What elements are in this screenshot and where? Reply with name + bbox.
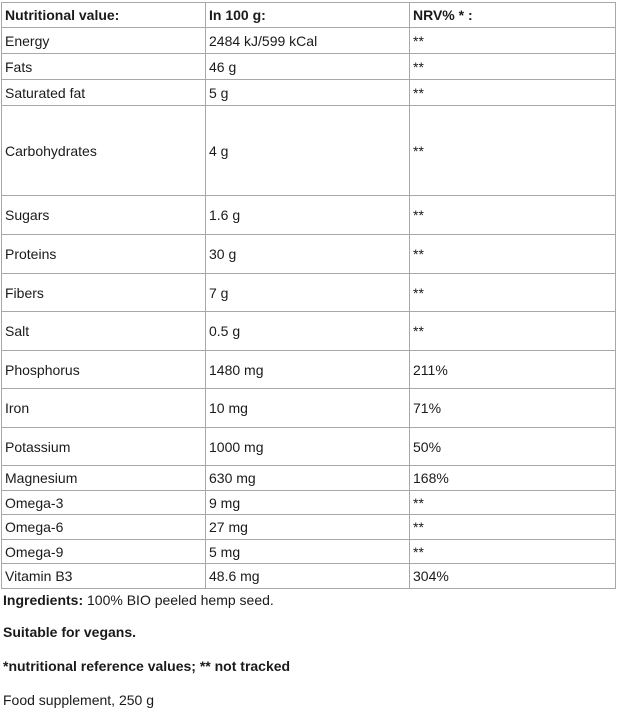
nutrient-nrv: 168%	[410, 466, 616, 491]
ingredients-line	[3, 590, 615, 610]
header-nutritional-value: Nutritional value:	[2, 3, 206, 28]
nutrient-amount: 4 g	[206, 106, 410, 196]
nutrient-amount: 5 mg	[206, 540, 410, 564]
nutrient-nrv: **	[410, 312, 616, 351]
table-row	[2, 428, 616, 466]
nutrient-name: Salt	[2, 312, 206, 351]
nutrient-nrv: **	[410, 540, 616, 564]
nutrient-nrv: **	[410, 515, 616, 540]
table-row	[2, 196, 616, 235]
nutrient-nrv: **	[410, 80, 616, 106]
table-row	[2, 351, 616, 389]
nutrient-nrv: **	[410, 196, 616, 235]
nutrition-table	[1, 2, 616, 589]
nutrient-amount: 0.5 g	[206, 312, 410, 351]
nutrient-name: Fats	[2, 54, 206, 80]
table-row	[2, 564, 616, 589]
nutrient-name: Energy	[2, 28, 206, 54]
nutrient-amount: 1.6 g	[206, 196, 410, 235]
nutrient-nrv: **	[410, 106, 616, 196]
vegan-note: Suitable for vegans.	[3, 624, 137, 640]
nutrient-amount: 30 g	[206, 235, 410, 274]
nutrient-amount: 630 mg	[206, 466, 410, 491]
nutrient-name: Sugars	[2, 196, 206, 235]
header-in-100g: In 100 g:	[206, 3, 410, 28]
nutrient-nrv: **	[410, 491, 616, 515]
nutrient-name: Magnesium	[2, 466, 206, 491]
ingredients-label: Ingredients:	[3, 592, 84, 608]
table-row	[2, 389, 616, 428]
nutrient-amount: 27 mg	[206, 515, 410, 540]
table-row	[2, 491, 616, 515]
table-row	[2, 54, 616, 80]
header-nrv: NRV% * :	[410, 3, 616, 28]
nutrient-amount: 1480 mg	[206, 351, 410, 389]
table-row	[2, 540, 616, 564]
nutrient-name: Omega-6	[2, 515, 206, 540]
product-notes	[3, 588, 615, 710]
supplement-note: Food supplement, 250 g	[3, 692, 154, 708]
nutrient-nrv: 211%	[410, 351, 616, 389]
nutrient-amount: 9 mg	[206, 491, 410, 515]
table-row	[2, 466, 616, 491]
ingredients-text: 100% BIO peeled hemp seed.	[83, 592, 274, 608]
nutrient-amount: 7 g	[206, 274, 410, 312]
table-row	[2, 28, 616, 54]
nutrient-name: Fibers	[2, 274, 206, 312]
table-row	[2, 235, 616, 274]
table-row	[2, 106, 616, 196]
table-row	[2, 515, 616, 540]
nutrient-amount: 46 g	[206, 54, 410, 80]
table-row	[2, 312, 616, 351]
nutrient-name: Proteins	[2, 235, 206, 274]
nutrient-nrv: 71%	[410, 389, 616, 428]
nutrient-nrv: 50%	[410, 428, 616, 466]
nutrient-amount: 1000 mg	[206, 428, 410, 466]
nutrient-nrv: **	[410, 274, 616, 312]
table-row	[2, 274, 616, 312]
nutrient-nrv: **	[410, 54, 616, 80]
nutrient-amount: 2484 kJ/599 kCal	[206, 28, 410, 54]
nutrient-name: Omega-9	[2, 540, 206, 564]
nutrient-name: Phosphorus	[2, 351, 206, 389]
nutrient-name: Saturated fat	[2, 80, 206, 106]
nutrient-nrv: 304%	[410, 564, 616, 589]
nutrient-nrv: **	[410, 28, 616, 54]
nutrient-name: Carbohydrates	[2, 106, 206, 196]
nutrient-name: Omega-3	[2, 491, 206, 515]
nutrient-amount: 5 g	[206, 80, 410, 106]
table-row	[2, 80, 616, 106]
nutrient-amount: 48.6 mg	[206, 564, 410, 589]
nutrient-name: Vitamin B3	[2, 564, 206, 589]
nutrient-name: Iron	[2, 389, 206, 428]
nutrient-amount: 10 mg	[206, 389, 410, 428]
table-header-row	[2, 3, 616, 28]
nrv-footnote: *nutritional reference values; ** not tracked	[3, 658, 291, 674]
nutrient-nrv: **	[410, 235, 616, 274]
nutrient-name: Potassium	[2, 428, 206, 466]
